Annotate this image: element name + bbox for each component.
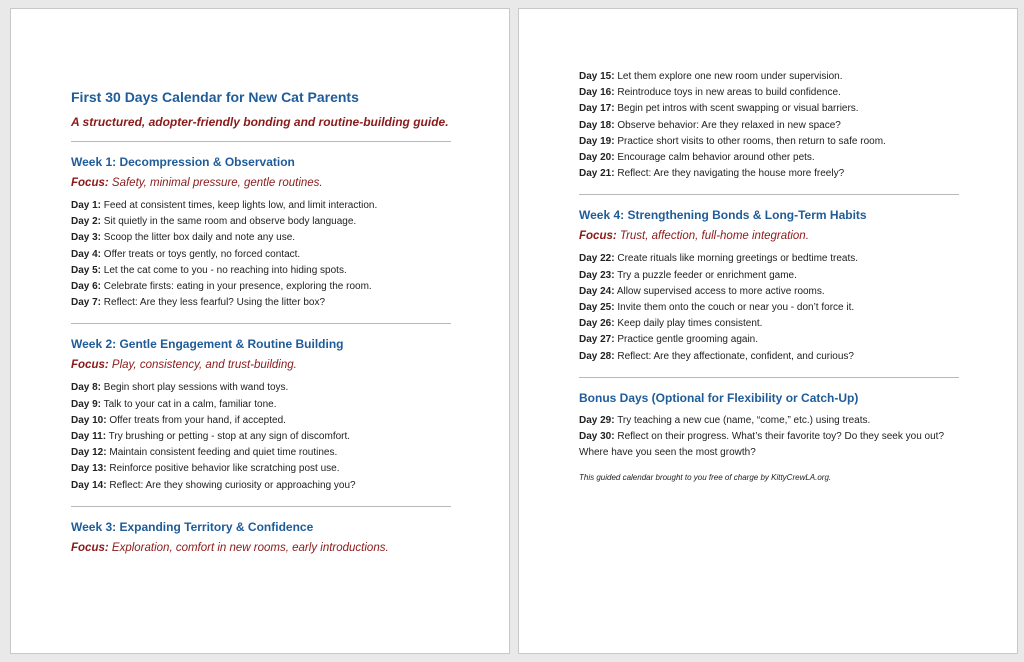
focus-text: Play, consistency, and trust-building. (111, 359, 297, 372)
focus-label: Focus: (71, 541, 109, 554)
day-label: Day 12: (71, 447, 107, 459)
day-text: Try teaching a new cue (name, “come,” etc.) using treats. (617, 414, 871, 426)
day-item (579, 316, 959, 332)
day-label: Day 2: (71, 216, 102, 228)
day-label: Day 9: (71, 398, 102, 410)
day-text: Feed at consistent times, keep lights low, and limit interaction. (103, 200, 378, 211)
section-divider (71, 506, 451, 507)
week-3-day-list (579, 69, 959, 182)
day-label: Day 16: (579, 87, 615, 99)
focus-text: Safety, minimal pressure, gentle routines. (111, 177, 323, 189)
day-text: Invite them onto the couch or near you - don’t force it. (617, 302, 855, 314)
day-item (579, 332, 959, 348)
day-text: Celebrate firsts: eating in your presence, exploring the room. (103, 281, 372, 293)
day-item (579, 85, 959, 101)
week-2-title: Week 2: Gentle Engagement & Routine Building (71, 337, 344, 352)
day-label: Day 30: (579, 431, 615, 443)
day-text: Reintroduce toys in new areas to build confidence. (617, 87, 841, 99)
day-text: Try brushing or petting - stop at any sign of discomfort. (108, 431, 351, 443)
day-label: Day 3: (71, 232, 102, 244)
day-text: Let them explore one new room under supervision. (617, 71, 843, 82)
day-item (71, 397, 451, 413)
section-divider (579, 377, 959, 378)
focus-label: Focus: (71, 359, 109, 372)
day-item (579, 69, 959, 85)
day-item (71, 214, 451, 230)
day-item (579, 118, 959, 134)
day-label: Day 5: (71, 264, 102, 276)
day-label: Day 6: (71, 281, 102, 293)
day-item (579, 134, 959, 150)
day-text: Reflect: Are they affectionate, confident, and curious? (617, 350, 854, 362)
day-item (71, 429, 451, 445)
day-item (71, 445, 451, 461)
page-right-content (579, 69, 959, 482)
day-text: Scoop the litter box daily and note any use. (103, 232, 296, 244)
bonus-day-list (579, 413, 959, 462)
week-3-title: Week 3: Expanding Territory & Confidence (71, 519, 314, 534)
day-text: Begin pet intros with scent swapping or visual barriers. (617, 103, 859, 115)
section-divider (579, 194, 959, 195)
week-1-title: Week 1: Decompression & Observation (71, 155, 295, 169)
focus-text: Trust, affection, full-home integration. (619, 230, 809, 243)
week-1-focus (71, 177, 451, 189)
day-text: Let the cat come to you - no reaching into hiding spots. (103, 264, 347, 276)
day-label: Day 1: (71, 200, 102, 211)
week-4-focus (579, 230, 959, 242)
day-text: Create rituals like morning greetings or bedtime treats. (617, 253, 859, 265)
document-subtitle: A structured, adopter-friendly bonding and routine-building guide. (71, 115, 449, 129)
day-label: Day 11: (71, 431, 107, 443)
day-item (579, 166, 959, 182)
focus-label: Focus: (579, 230, 617, 243)
day-text: Reflect: Are they showing curiosity or approaching you? (109, 479, 356, 491)
day-text: Maintain consistent feeding and quiet time routines. (109, 447, 338, 459)
day-label: Day 28: (579, 350, 615, 362)
day-item (579, 300, 959, 316)
focus-text: Exploration, comfort in new rooms, early introductions. (111, 541, 389, 554)
day-item (579, 349, 959, 365)
day-text: Try a puzzle feeder or enrichment game. (617, 269, 797, 281)
day-text: Keep daily play times consistent. (617, 318, 763, 330)
day-item (579, 101, 959, 117)
day-item (71, 413, 451, 429)
day-item (579, 429, 964, 461)
week-4-day-list (579, 251, 959, 364)
day-label: Day 17: (579, 103, 615, 115)
day-text: Talk to your cat in a calm, familiar tone. (103, 398, 277, 410)
day-item (71, 263, 451, 279)
day-text: Offer treats from your hand, if accepted. (109, 414, 286, 426)
day-item (71, 230, 451, 246)
day-label: Day 29: (579, 414, 615, 426)
day-text: Begin short play sessions with wand toys. (103, 382, 289, 394)
footer-note: This guided calendar brought to you free of charge by KittyCrewLA.org. (579, 473, 832, 483)
section-divider (71, 323, 451, 324)
day-text: Observe behavior: Are they relaxed in new space? (617, 119, 841, 131)
day-label: Day 15: (579, 71, 615, 82)
day-label: Day 7: (71, 297, 102, 309)
day-item (579, 251, 959, 267)
day-item (71, 279, 451, 295)
day-item (71, 380, 451, 396)
day-label: Day 14: (71, 479, 107, 491)
day-item (71, 461, 451, 477)
day-label: Day 24: (579, 285, 615, 297)
day-label: Day 8: (71, 382, 102, 394)
day-text: Reflect on their progress. What’s their favorite toy? Do they seek you out? Where have you seen the most growth? (579, 431, 945, 459)
day-label: Day 25: (579, 302, 615, 314)
day-text: Offer treats or toys gently, no forced contact. (103, 248, 301, 260)
document-title: First 30 Days Calendar for New Cat Parents (71, 89, 359, 105)
day-label: Day 27: (579, 334, 615, 346)
day-item (579, 284, 959, 300)
day-item (579, 413, 959, 429)
day-item (579, 150, 959, 166)
page-left-content (71, 89, 451, 563)
day-label: Day 4: (71, 248, 102, 260)
bonus-title: Bonus Days (Optional for Flexibility or Catch-Up) (579, 390, 859, 405)
day-label: Day 20: (579, 152, 615, 164)
day-label: Day 18: (579, 119, 615, 131)
day-text: Reinforce positive behavior like scratching post use. (109, 463, 340, 475)
week-1-day-list (71, 198, 451, 311)
day-text: Encourage calm behavior around other pets. (617, 152, 815, 164)
document-page-right (518, 8, 1018, 654)
day-item (579, 268, 959, 284)
day-text: Sit quietly in the same room and observe body language. (103, 216, 357, 228)
week-2-day-list (71, 380, 451, 493)
day-label: Day 13: (71, 463, 107, 475)
day-label: Day 10: (71, 414, 107, 426)
day-text: Practice short visits to other rooms, then return to safe room. (617, 135, 886, 147)
document-page-left (10, 8, 510, 654)
week-4-title: Week 4: Strengthening Bonds & Long-Term Habits (579, 208, 867, 223)
day-text: Practice gentle grooming again. (617, 334, 758, 346)
week-3-focus (71, 542, 451, 554)
week-2-focus (71, 359, 451, 371)
section-divider (71, 141, 451, 142)
day-label: Day 19: (579, 135, 615, 147)
focus-label: Focus: (71, 177, 109, 189)
day-text: Reflect: Are they less fearful? Using the litter box? (103, 297, 326, 309)
day-text: Allow supervised access to more active rooms. (616, 285, 825, 297)
day-item (71, 478, 451, 494)
day-text: Reflect: Are they navigating the house more freely? (617, 168, 845, 180)
day-item (71, 247, 451, 263)
day-item (71, 295, 451, 311)
day-label: Day 26: (579, 318, 615, 330)
day-label: Day 22: (579, 253, 615, 265)
day-item (71, 198, 451, 214)
day-label: Day 21: (579, 168, 615, 180)
day-label: Day 23: (579, 269, 615, 281)
